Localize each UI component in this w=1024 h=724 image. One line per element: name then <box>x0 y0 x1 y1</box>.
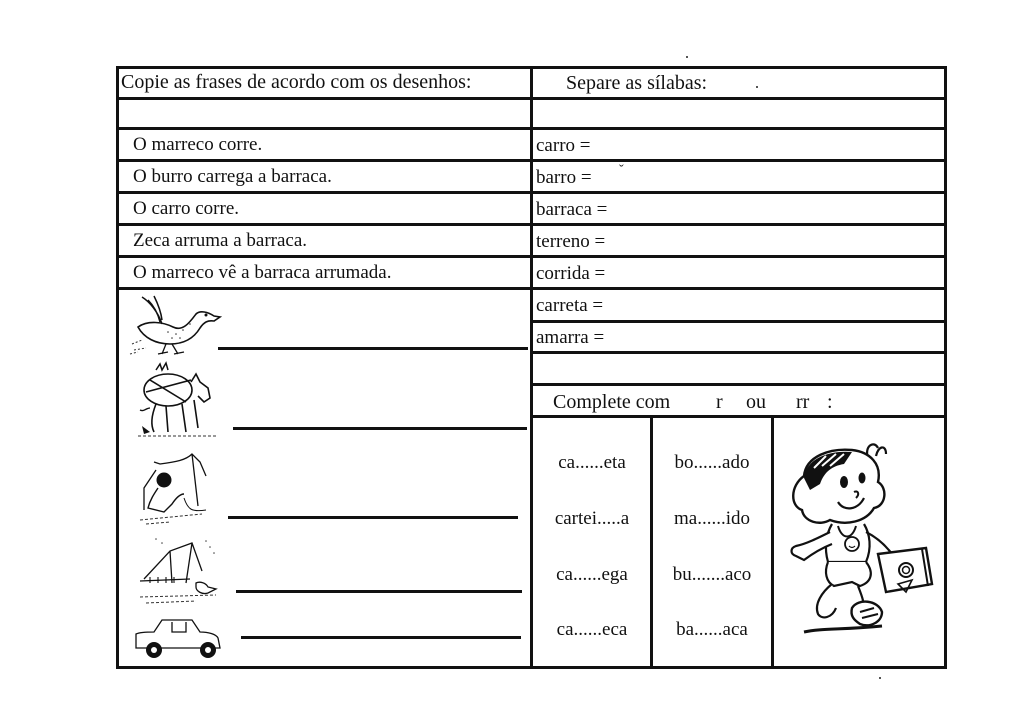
row-divider <box>531 320 947 323</box>
row-divider <box>531 415 947 418</box>
stray-mark: ˇ <box>619 163 624 178</box>
boy-walking-with-suitcase-icon <box>782 436 942 636</box>
row-divider <box>531 255 947 258</box>
duck-icon <box>128 292 223 357</box>
sentence-1: O marreco corre. <box>133 134 263 155</box>
answer-line-4[interactable] <box>236 590 522 593</box>
answer-line-2[interactable] <box>233 427 527 430</box>
word-corrida: corrida = <box>536 263 606 284</box>
row-divider <box>531 191 947 194</box>
sentence-5: O marreco vê a barraca arrumada. <box>133 262 392 283</box>
row-divider <box>531 97 947 100</box>
word-barraca: barraca = <box>536 199 608 220</box>
row-divider <box>116 287 532 290</box>
separate-syllables-title: Separe as sílabas: <box>566 72 708 94</box>
row-divider <box>116 159 532 162</box>
word-amarra: amarra = <box>536 327 605 348</box>
fill-item-1-1[interactable]: ca......eta <box>558 452 626 473</box>
copy-instructions-title: Copie as frases de acordo com os desenhos: <box>121 71 472 93</box>
row-divider <box>531 287 947 290</box>
complete-or: ou <box>746 391 766 413</box>
row-divider <box>116 127 532 130</box>
donkey-icon <box>136 362 226 442</box>
car-icon <box>128 614 228 660</box>
fill-item-1-2[interactable]: cartei.....a <box>554 508 630 529</box>
sentence-3: O carro corre. <box>133 198 240 219</box>
complete-title: Complete com <box>553 391 671 413</box>
speck <box>756 86 758 88</box>
fill-item-2-4[interactable]: ba......aca <box>676 619 748 640</box>
row-divider <box>531 223 947 226</box>
fill-item-2-2[interactable]: ma......ido <box>674 508 750 529</box>
row-divider <box>531 383 947 386</box>
row-divider <box>116 97 532 100</box>
row-divider <box>531 159 947 162</box>
tent-duck-icon <box>136 535 226 607</box>
row-divider <box>531 351 947 354</box>
speck <box>686 56 688 58</box>
row-divider <box>116 223 532 226</box>
answer-line-3[interactable] <box>228 516 518 519</box>
sentence-4: Zeca arruma a barraca. <box>133 230 308 251</box>
complete-option-rr: rr <box>796 391 810 413</box>
row-divider <box>116 255 532 258</box>
complete-colon: : <box>827 391 833 413</box>
boy-tent-icon <box>136 450 216 528</box>
row-divider <box>116 191 532 194</box>
fill-item-1-3[interactable]: ca......ega <box>556 564 628 585</box>
word-terreno: terreno = <box>536 231 606 252</box>
word-carreta: carreta = <box>536 295 604 316</box>
row-divider <box>531 127 947 130</box>
answer-line-1[interactable] <box>218 347 528 350</box>
sentence-2: O burro carrega a barraca. <box>133 166 332 187</box>
complete-option-r: r <box>716 391 723 413</box>
speck <box>879 677 881 679</box>
word-carro: carro = <box>536 135 591 156</box>
fill-item-2-3[interactable]: bu.......aco <box>672 564 752 585</box>
fill-item-1-4[interactable]: ca......eca <box>556 619 628 640</box>
fill-item-2-1[interactable]: bo......ado <box>674 452 750 473</box>
word-barro: barro = <box>536 167 592 188</box>
answer-line-5[interactable] <box>241 636 521 639</box>
